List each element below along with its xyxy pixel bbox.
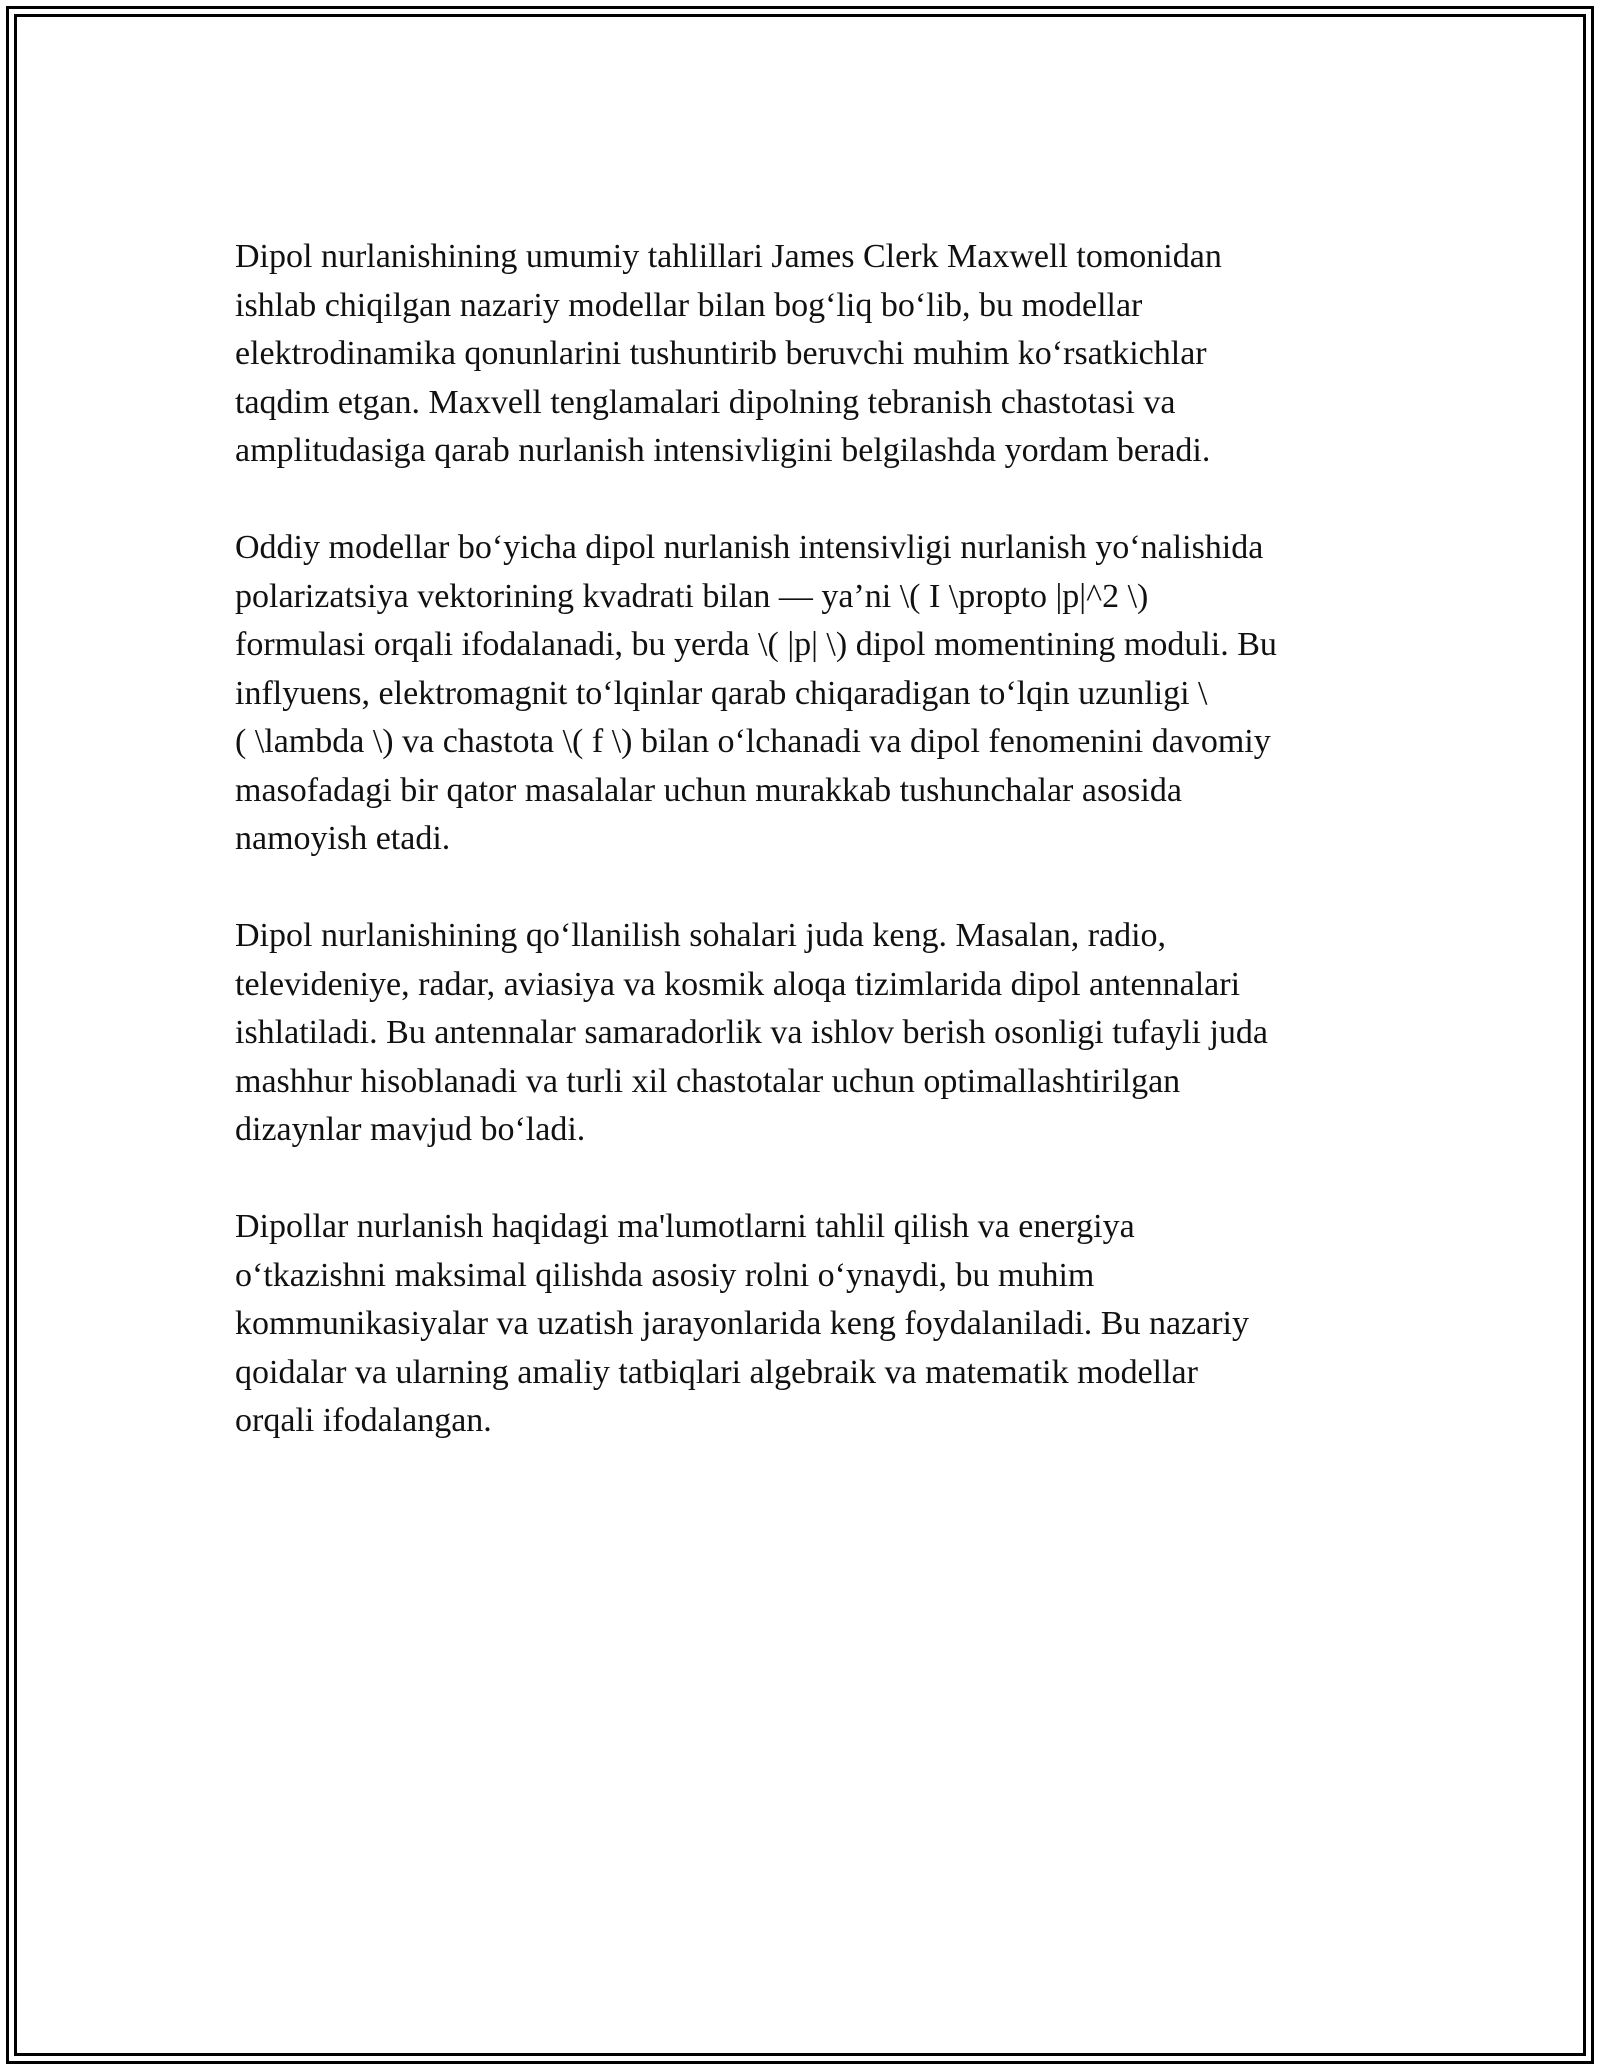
paragraph-2: Oddiy modellar bo‘yicha dipol nurlanish intensivligi nurlanish yo‘nalishida polarizatsiya vektorining kvadrati bilan — ya’ni \( I \propto |p|^2 \) formulasi orqali ifodalanadi, bu yerda \( |p| \) dipol momentining moduli. Bu inflyuens, elektromagnit to‘lqinlar qarab chiqaradigan to‘lqin uzunligi \ ( \lambda \) va chastota \( f \) bilan o‘lchanadi va dipol fenomenini davomiy masofadagi bir qator masalalar uchun murakkab tushunchalar asosida namoyish etadi. xyxy=(235,529,1277,857)
paragraph-3: Dipol nurlanishining qo‘llanilish sohalari juda keng. Masalan, radio, televideniye, radar, aviasiya va kosmik aloqa tizimlarida dipol antennalari ishlatiladi. Bu antennalar samaradorlik va ishlov berish osonligi tufayli juda mashhur hisoblanadi va turli xil chastotalar uchun optimallashtirilgan dizaynlar mavjud bo‘ladi. xyxy=(235,917,1268,1148)
paragraph-1: Dipol nurlanishining umumiy tahlillari James Clerk Maxwell tomonidan ishlab chiqilgan nazariy modellar bilan bog‘liq bo‘lib, bu modellar elektrodinamika qonunlarini tushuntirib beruvchi muhim ko‘rsatkichlar taqdim etgan. Maxvell tenglamalari dipolning tebranish chastotasi va amplitudasiga qarab nurlanish intensivligini belgilashda yordam beradi. xyxy=(235,238,1222,469)
paragraph-4: Dipollar nurlanish haqidagi ma'lumotlarni tahlil qilish va energiya o‘tkazishni maksimal qilishda asosiy rolni o‘ynaydi, bu muhim kommunikasiyalar va uzatish jarayonlarida keng foydalaniladi. Bu nazariy qoidalar va ularning amaliy tatbiqlari algebraik va matematik modellar orqali ifodalangan. xyxy=(235,1208,1249,1439)
document-body xyxy=(235,233,1365,1494)
